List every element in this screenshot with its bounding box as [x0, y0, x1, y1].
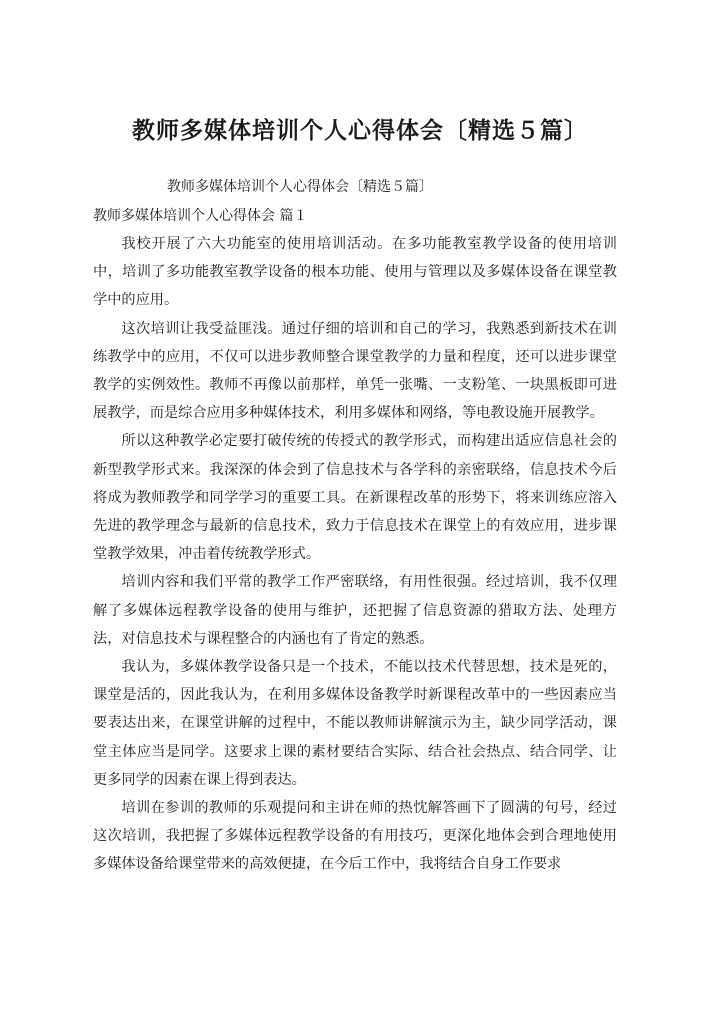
body-text: [93, 230, 617, 879]
document-title: 教师多媒体培训个人心得体会〔精选５篇〕: [132, 117, 588, 144]
section-heading: 教师多媒体培训个人心得体会 篇１: [93, 208, 308, 224]
document-subtitle: 教师多媒体培训个人心得体会〔精选５篇〕: [167, 179, 433, 195]
paragraph: 我认为，多媒体教学设备只是一个技术，不能以技术代替思想，技术是死的，课堂是活的，因此我认为，在利用多媒体设备教学时新课程改革中的一些因素应当要表达出来，在课堂讲解的过程中，不能以教师讲解演示为主，缺少同学活动，课堂主体应当是同学。这要求上课的素材要结合实际、结合社会热点、结合同学、让更多同学的因素在课上得到表达。: [93, 659, 617, 788]
paragraph: 培训内容和我们平常的教学工作严密联络，有用性很强。经过培训，我不仅理解了多媒体远程教学设备的使用与维护，还把握了信息资源的猎取方法、处理方法，对信息技术与课程整合的内涵也有了肯定的熟悉。: [93, 574, 617, 647]
paragraph: 培训在参训的教师的乐观提问和主讲在师的热忱解答画下了圆满的句号，经过这次培训，我把握了多媒体远程教学设备的有用技巧，更深化地体会到合理地使用多媒体设备给课堂带来的高效便捷，在今后工作中，我将结合自身工作要求: [93, 800, 617, 873]
paragraph: 我校开展了六大功能室的使用培训活动。在多功能教室教学设备的使用培训中，培训了多功能教室教学设备的根本功能、使用与管理以及多媒体设备在课堂教学中的应用。: [93, 236, 617, 309]
paragraph: 这次培训让我受益匪浅。通过仔细的培训和自己的学习，我熟悉到新技术在训练教学中的应用，不仅可以进步教师整合课堂教学的力量和程度，还可以进步课堂教学的实例效性。教师不再像以前那样，单凭一张嘴、一支粉笔、一块黑板即可进展教学，而是综合应用多种媒体技术，利用多媒体和网络，等电教设施开展教学。: [93, 320, 617, 422]
paragraph: 所以这种教学必定要打破传统的传授式的教学形式，而构建出适应信息社会的新型教学形式来。我深深的体会到了信息技术与各学科的亲密联络，信息技术今后将成为教师教学和同学学习的重要工具。在新课程改革的形势下，将来训练应溶入先进的教学理念与最新的信息技术，致力于信息技术在课堂上的有效应用，进步课堂教学效果，冲击着传统教学形式。: [93, 433, 617, 563]
